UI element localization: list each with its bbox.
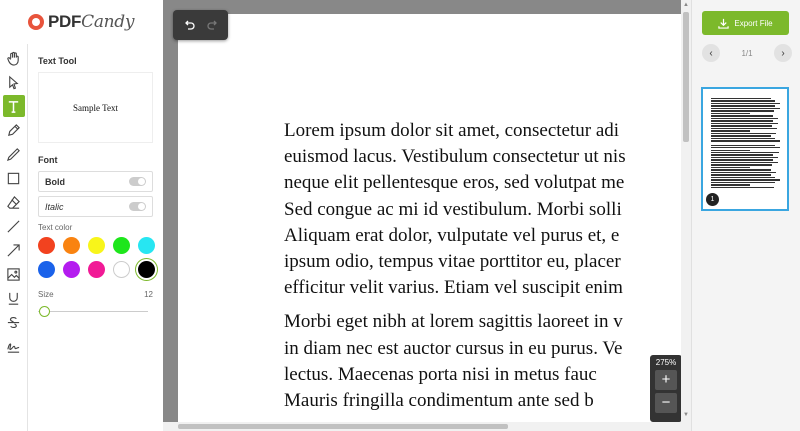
size-label: Size [38, 290, 54, 299]
thumbnail-line [711, 128, 777, 129]
thumbnail-line [711, 103, 780, 104]
zoom-level: 275% [655, 358, 677, 367]
strikethrough-icon[interactable] [3, 311, 25, 333]
thumbnail-line [711, 164, 772, 165]
thumbnail-line [711, 182, 775, 183]
panel-title: Text Tool [38, 56, 77, 66]
zoom-in-button[interactable]: + [655, 370, 677, 390]
thumbnail-line [711, 179, 780, 180]
next-page-button[interactable]: › [774, 44, 792, 62]
text-line: ipsum odio, tempus vitae porttitor eu, placer [284, 251, 621, 273]
thumbnail-text-lines [711, 98, 781, 189]
size-slider-track [38, 311, 148, 312]
underline-icon[interactable] [3, 287, 25, 309]
color-swatch[interactable] [38, 237, 55, 254]
line-icon[interactable] [3, 215, 25, 237]
text-line: Lorem ipsum dolor sit amet, consectetur adi [284, 120, 620, 141]
size-slider[interactable] [38, 305, 148, 317]
page-thumbnail[interactable] [701, 87, 789, 211]
thumbnail-line [711, 123, 778, 124]
size-slider-handle[interactable] [39, 306, 50, 317]
thumbnail-line [711, 125, 772, 126]
text-color-label: Text color [38, 223, 73, 232]
paragraph-1 [284, 118, 681, 301]
redo-button[interactable] [203, 15, 223, 35]
zoom-out-button[interactable]: − [655, 393, 677, 413]
text-tool-panel [28, 44, 163, 431]
vertical-scrollbar[interactable] [681, 0, 691, 422]
prev-page-button[interactable]: ‹ [702, 44, 720, 62]
italic-toggle-row[interactable] [38, 196, 153, 217]
text-line: Morbi eget nibh at lorem sagittis laoreet in v [284, 311, 623, 333]
thumbnail-line [711, 187, 774, 188]
paragraph-2 [284, 309, 681, 414]
hand-tool-icon[interactable] [3, 47, 25, 69]
thumbnail-line [711, 152, 779, 153]
image-icon[interactable] [3, 263, 25, 285]
thumbnail-line [711, 172, 776, 173]
color-swatch[interactable] [138, 237, 155, 254]
color-swatch[interactable] [63, 237, 80, 254]
eraser-icon[interactable] [3, 191, 25, 213]
page-text [284, 118, 681, 422]
scroll-down-icon[interactable]: ▼ [683, 412, 689, 418]
thumbnail-line [711, 138, 775, 139]
color-swatch[interactable] [88, 261, 105, 278]
thumbnail-line [711, 120, 773, 121]
rectangle-icon[interactable] [3, 167, 25, 189]
color-swatch[interactable] [138, 261, 155, 278]
history-controls [173, 10, 228, 40]
color-swatch[interactable] [63, 261, 80, 278]
redo-icon [207, 19, 219, 31]
color-swatch[interactable] [88, 237, 105, 254]
preview-text: Sample Text [73, 102, 118, 113]
undo-icon [183, 19, 195, 31]
thumbnail-line [711, 167, 750, 168]
page-navigator [702, 43, 792, 63]
thumbnail-line [711, 98, 771, 99]
text-preview [38, 72, 153, 143]
arrow-icon[interactable] [3, 239, 25, 261]
thumbnail-line [711, 100, 775, 101]
right-sidebar [691, 0, 800, 431]
thumbnail-line [711, 162, 778, 163]
thumbnail-line [711, 145, 775, 146]
vertical-scroll-thumb[interactable] [683, 12, 689, 142]
size-row [38, 290, 153, 299]
download-icon [718, 18, 729, 29]
bold-label: Bold [45, 176, 65, 187]
color-swatch[interactable] [38, 261, 55, 278]
logo-text: PDFCandy [48, 12, 135, 32]
thumbnail-line [711, 174, 771, 175]
thumbnail-line [711, 159, 773, 160]
color-palette [38, 237, 153, 278]
signature-icon[interactable] [3, 335, 25, 357]
logo[interactable] [0, 0, 163, 44]
export-file-label: Export File [734, 18, 773, 28]
thumbnail-line [711, 135, 771, 136]
pencil-icon[interactable] [3, 143, 25, 165]
thumbnail-line [711, 105, 775, 106]
page-indicator: 1/1 [741, 48, 753, 58]
size-value: 12 [144, 290, 153, 299]
color-swatch[interactable] [113, 261, 130, 278]
thumbnail-line [711, 157, 778, 158]
thumbnail-line [711, 154, 773, 155]
text-tool-icon[interactable] [3, 95, 25, 117]
undo-button[interactable] [179, 15, 199, 35]
thumbnail-line [711, 169, 771, 170]
thumbnail-line [711, 113, 750, 114]
text-line: euismod lacus. Vestibulum consectetur ut nis [284, 146, 626, 168]
horizontal-scrollbar[interactable] [163, 422, 691, 431]
thumbnail-page-badge: 1 [706, 193, 719, 206]
export-file-button[interactable] [702, 11, 789, 35]
thumbnail-line [711, 140, 780, 141]
thumbnail-line [711, 130, 750, 131]
thumbnail-line [711, 108, 780, 109]
bold-toggle-row[interactable] [38, 171, 153, 192]
thumbnail-line [711, 118, 778, 119]
thumbnail-line [711, 115, 773, 116]
zoom-controls [650, 355, 681, 422]
pen-icon[interactable] [3, 119, 25, 141]
text-line: Aliquam erat dolor, vulputate vel purus et, e [284, 224, 620, 246]
italic-label: Italic [45, 201, 64, 212]
font-label: Font [38, 155, 58, 165]
thumbnail-line [711, 147, 780, 148]
logo-icon [28, 14, 44, 30]
scroll-up-icon[interactable]: ▲ [683, 2, 689, 8]
pdf-page[interactable] [178, 14, 681, 422]
document-canvas[interactable] [163, 0, 681, 422]
text-line: lectus. Maecenas porta nisi in metus fauc [284, 363, 597, 385]
horizontal-scroll-thumb[interactable] [178, 424, 508, 429]
thumbnail-line [711, 110, 774, 111]
bold-switch[interactable] [129, 177, 146, 186]
select-arrow-icon[interactable] [3, 71, 25, 93]
color-swatch[interactable] [113, 237, 130, 254]
thumbnail-line [711, 184, 750, 185]
italic-switch[interactable] [129, 202, 146, 211]
text-line: Mauris fringilla condimentum ante sed b [284, 390, 594, 412]
text-line: Sed congue ac mi id vestibulum. Morbi solli [284, 198, 622, 220]
thumbnail-line [711, 177, 775, 178]
thumbnail-line [711, 133, 776, 134]
thumbnail-line [711, 150, 750, 151]
tool-strip [0, 44, 28, 431]
text-line: neque elit pellentesque eros, sed volutpat me [284, 172, 625, 194]
text-line: in diam nec est auctor cursus in eu purus. Ve [284, 337, 623, 359]
text-line: efficitur velit varius. Etiam vel suscipit enim [284, 277, 623, 299]
